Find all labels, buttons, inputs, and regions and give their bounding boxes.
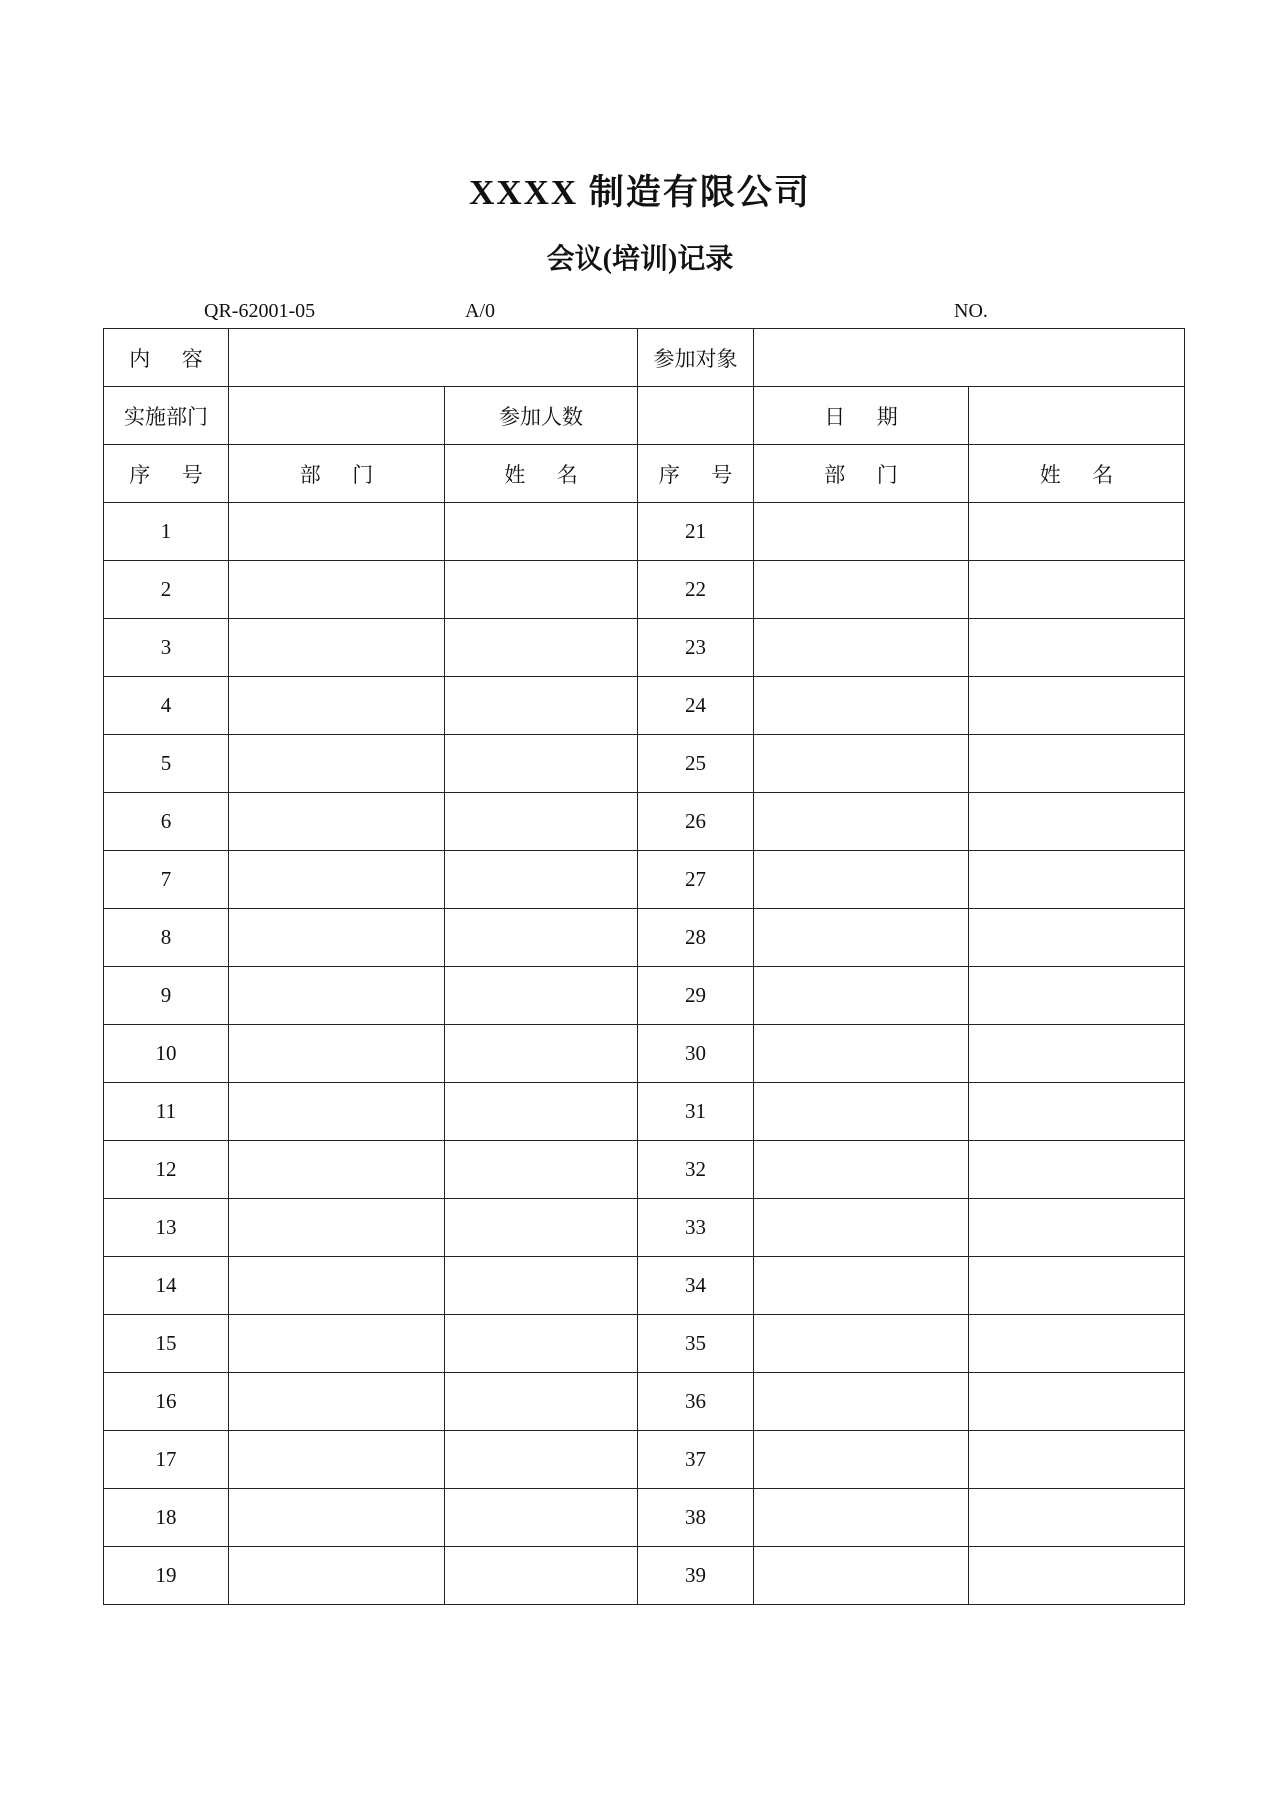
- dept-field-left[interactable]: [229, 677, 445, 735]
- dept-field-right[interactable]: [754, 1025, 969, 1083]
- dept-field-right[interactable]: [754, 909, 969, 967]
- dept-field-left[interactable]: [229, 1257, 445, 1315]
- name-field-right[interactable]: [969, 1489, 1185, 1547]
- roster-row: [104, 793, 1185, 851]
- seq-left: 17: [104, 1431, 229, 1489]
- name-field-right[interactable]: [969, 909, 1185, 967]
- dept-field-left[interactable]: [229, 1547, 445, 1605]
- roster-row: [104, 1431, 1185, 1489]
- dept-field-left[interactable]: [229, 619, 445, 677]
- dept-field-right[interactable]: [754, 1431, 969, 1489]
- seq-right: 31: [638, 1083, 754, 1141]
- seq-right: 32: [638, 1141, 754, 1199]
- roster-row: [104, 1489, 1185, 1547]
- seq-left: 15: [104, 1315, 229, 1373]
- dept-field-left[interactable]: [229, 1025, 445, 1083]
- name-field-right[interactable]: [969, 1141, 1185, 1199]
- dept-field-left[interactable]: [229, 1141, 445, 1199]
- roster-row: [104, 851, 1185, 909]
- name-field-left[interactable]: [445, 503, 638, 561]
- content-field[interactable]: [229, 329, 638, 387]
- roster-row: [104, 503, 1185, 561]
- name-field-right[interactable]: [969, 1373, 1185, 1431]
- form-number-label: NO.: [954, 300, 988, 322]
- revision: A/0: [465, 300, 495, 322]
- dept-field-left[interactable]: [229, 735, 445, 793]
- roster-row: [104, 735, 1185, 793]
- dept-field-right[interactable]: [754, 503, 969, 561]
- seq-header-right: 序 号: [638, 445, 754, 503]
- form-title: 会议(培训)记录: [546, 244, 734, 275]
- dept-field-right[interactable]: [754, 1547, 969, 1605]
- name-field-left[interactable]: [445, 1315, 638, 1373]
- roster-row: [104, 1083, 1185, 1141]
- name-field-left[interactable]: [445, 1199, 638, 1257]
- seq-right: 22: [638, 561, 754, 619]
- seq-left: 11: [104, 1083, 229, 1141]
- name-field-right[interactable]: [969, 735, 1185, 793]
- dept-header-left: 部 门: [229, 445, 445, 503]
- seq-right: 29: [638, 967, 754, 1025]
- seq-right: 23: [638, 619, 754, 677]
- roster-row: [104, 1025, 1185, 1083]
- name-field-right[interactable]: [969, 1547, 1185, 1605]
- name-field-left[interactable]: [445, 1547, 638, 1605]
- name-header-right: 姓 名: [969, 445, 1185, 503]
- dept-field-left[interactable]: [229, 1199, 445, 1257]
- name-field-left[interactable]: [445, 1083, 638, 1141]
- name-field-left[interactable]: [445, 909, 638, 967]
- name-field-left[interactable]: [445, 1257, 638, 1315]
- name-field-right[interactable]: [969, 677, 1185, 735]
- name-field-left[interactable]: [445, 851, 638, 909]
- name-field-left[interactable]: [445, 1025, 638, 1083]
- date-field[interactable]: [969, 387, 1185, 445]
- dept-field-right[interactable]: [754, 1373, 969, 1431]
- name-field-right[interactable]: [969, 1431, 1185, 1489]
- participants-field[interactable]: [754, 329, 1185, 387]
- attendee-count-label: 参加人数: [445, 387, 638, 445]
- roster-header-row: [104, 445, 1185, 503]
- seq-header-left: 序 号: [104, 445, 229, 503]
- dept-field-right[interactable]: [754, 735, 969, 793]
- name-field-left[interactable]: [445, 619, 638, 677]
- seq-left: 18: [104, 1489, 229, 1547]
- seq-left: 12: [104, 1141, 229, 1199]
- seq-left: 8: [104, 909, 229, 967]
- department-row: [104, 387, 1185, 445]
- name-field-left[interactable]: [445, 793, 638, 851]
- seq-right: 26: [638, 793, 754, 851]
- name-field-left[interactable]: [445, 1489, 638, 1547]
- content-label: 内 容: [104, 329, 229, 387]
- dept-field-right[interactable]: [754, 1315, 969, 1373]
- seq-left: 9: [104, 967, 229, 1025]
- department-label: 实施部门: [104, 387, 229, 445]
- name-field-right[interactable]: [969, 1315, 1185, 1373]
- name-field-left[interactable]: [445, 967, 638, 1025]
- name-field-right[interactable]: [969, 503, 1185, 561]
- seq-left: 3: [104, 619, 229, 677]
- name-field-left[interactable]: [445, 561, 638, 619]
- roster-row: [104, 1315, 1185, 1373]
- name-field-left[interactable]: [445, 677, 638, 735]
- seq-right: 24: [638, 677, 754, 735]
- seq-left: 19: [104, 1547, 229, 1605]
- dept-field-right[interactable]: [754, 1141, 969, 1199]
- seq-right: 30: [638, 1025, 754, 1083]
- dept-field-right[interactable]: [754, 851, 969, 909]
- name-field-right[interactable]: [969, 967, 1185, 1025]
- roster-row: [104, 677, 1185, 735]
- dept-field-right[interactable]: [754, 1489, 969, 1547]
- roster-row: [104, 619, 1185, 677]
- seq-right: 28: [638, 909, 754, 967]
- dept-header-right: 部 门: [754, 445, 969, 503]
- seq-left: 10: [104, 1025, 229, 1083]
- name-field-left[interactable]: [445, 1431, 638, 1489]
- name-field-right[interactable]: [969, 561, 1185, 619]
- dept-field-left[interactable]: [229, 561, 445, 619]
- seq-left: 14: [104, 1257, 229, 1315]
- dept-field-left[interactable]: [229, 967, 445, 1025]
- seq-right: 39: [638, 1547, 754, 1605]
- seq-left: 13: [104, 1199, 229, 1257]
- name-header-left: 姓 名: [445, 445, 638, 503]
- name-field-right[interactable]: [969, 1257, 1185, 1315]
- dept-field-left[interactable]: [229, 1489, 445, 1547]
- seq-right: 34: [638, 1257, 754, 1315]
- seq-left: 4: [104, 677, 229, 735]
- name-field-right[interactable]: [969, 619, 1185, 677]
- seq-left: 2: [104, 561, 229, 619]
- roster-row: [104, 561, 1185, 619]
- form-code: QR-62001-05: [204, 300, 316, 322]
- dept-field-left[interactable]: [229, 1315, 445, 1373]
- seq-left: 6: [104, 793, 229, 851]
- roster-row: [104, 967, 1185, 1025]
- dept-field-left[interactable]: [229, 793, 445, 851]
- name-field-right[interactable]: [969, 1199, 1185, 1257]
- meeting-record-table: [103, 328, 1185, 1605]
- attendee-count-field[interactable]: [638, 387, 754, 445]
- dept-field-right[interactable]: [754, 1083, 969, 1141]
- seq-right: 37: [638, 1431, 754, 1489]
- dept-field-left[interactable]: [229, 909, 445, 967]
- department-field[interactable]: [229, 387, 445, 445]
- seq-left: 1: [104, 503, 229, 561]
- name-field-right[interactable]: [969, 1083, 1185, 1141]
- dept-field-left[interactable]: [229, 503, 445, 561]
- company-title: XXXX 制造有限公司: [469, 173, 811, 212]
- dept-field-right[interactable]: [754, 967, 969, 1025]
- seq-right: 25: [638, 735, 754, 793]
- roster-row: [104, 1199, 1185, 1257]
- seq-left: 16: [104, 1373, 229, 1431]
- seq-right: 33: [638, 1199, 754, 1257]
- seq-left: 7: [104, 851, 229, 909]
- seq-right: 21: [638, 503, 754, 561]
- roster-row: [104, 1547, 1185, 1605]
- roster-row: [104, 1373, 1185, 1431]
- name-field-right[interactable]: [969, 793, 1185, 851]
- roster-row: [104, 909, 1185, 967]
- dept-field-right[interactable]: [754, 793, 969, 851]
- dept-field-left[interactable]: [229, 1373, 445, 1431]
- seq-right: 38: [638, 1489, 754, 1547]
- name-field-right[interactable]: [969, 1025, 1185, 1083]
- dept-field-left[interactable]: [229, 1083, 445, 1141]
- content-row: [104, 329, 1185, 387]
- dept-field-left[interactable]: [229, 1431, 445, 1489]
- dept-field-right[interactable]: [754, 677, 969, 735]
- dept-field-right[interactable]: [754, 561, 969, 619]
- seq-right: 35: [638, 1315, 754, 1373]
- dept-field-right[interactable]: [754, 1199, 969, 1257]
- roster-row: [104, 1141, 1185, 1199]
- name-field-left[interactable]: [445, 1373, 638, 1431]
- name-field-left[interactable]: [445, 735, 638, 793]
- seq-left: 5: [104, 735, 229, 793]
- date-label: 日 期: [754, 387, 969, 445]
- dept-field-right[interactable]: [754, 1257, 969, 1315]
- dept-field-right[interactable]: [754, 619, 969, 677]
- dept-field-left[interactable]: [229, 851, 445, 909]
- seq-right: 27: [638, 851, 754, 909]
- name-field-left[interactable]: [445, 1141, 638, 1199]
- participants-label: 参加对象: [638, 329, 754, 387]
- seq-right: 36: [638, 1373, 754, 1431]
- name-field-right[interactable]: [969, 851, 1185, 909]
- roster-row: [104, 1257, 1185, 1315]
